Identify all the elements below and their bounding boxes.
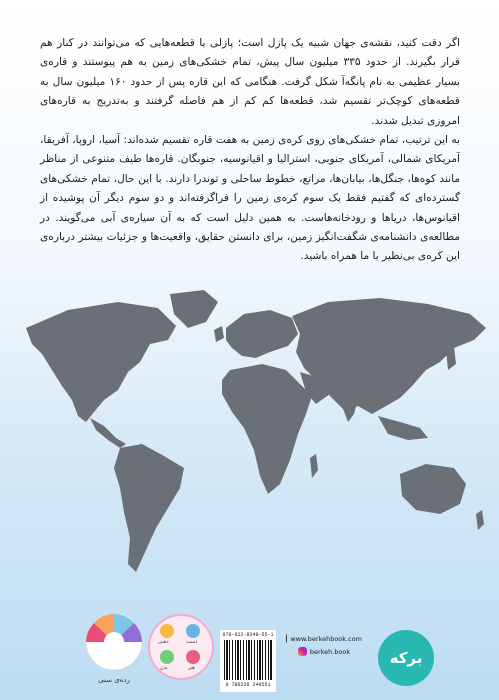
- isbn-number: 9 786228 249551: [225, 682, 271, 688]
- skill-label: بدن: [160, 665, 168, 671]
- europe-shape: [226, 310, 298, 358]
- hand-icon: [186, 624, 200, 638]
- southeast-asia-shape: [378, 416, 428, 440]
- greenland-shape: [170, 290, 218, 328]
- uk-shape: [214, 326, 224, 342]
- instagram-icon: [298, 647, 307, 656]
- skills-badge: [148, 614, 214, 680]
- age-label: رده‌ی سنی: [98, 676, 130, 684]
- social-links: [286, 634, 362, 660]
- website-text: www.berkehbook.com: [290, 634, 362, 643]
- publisher-logo-text: برکه: [389, 649, 423, 667]
- website-row: [286, 634, 362, 643]
- skill-label: ذهنی: [158, 639, 169, 645]
- instagram-row: [286, 647, 362, 656]
- barcode-bars: [224, 640, 272, 680]
- north-america-shape: [26, 302, 176, 422]
- publisher-logo: [378, 630, 434, 686]
- world-map: [8, 288, 491, 588]
- skill-label: دست: [186, 639, 198, 645]
- art-icon: [186, 650, 200, 664]
- australia-shape: [400, 464, 466, 514]
- paragraph-2: به این ترتیب، تمام خشکی‌های روی کره‌ی زمین به هفت قاره تقسیم شده‌اند: آسیا، اروپا، آفریقا، آمریکای شمالی، آمریکای جنوبی، استرالیا و اقیانوسیه، جنوبگان. قاره‌ها طیف متنوعی از مناظر مانند کوه‌ها، جنگل‌ها، بیابان‌ها، مراتع، خطوط ساحلی و توندرا دارند. با این حال، تمام خشکی‌های گسترده‌ای که گفتیم فقط یک سوم کره‌ی زمین را فراگرفته‌اند و دو سوم دیگر آن پوشیده از اقیانوس‌ها، دریاها و رودخانه‌هاست. به همین دلیل است که به آن سیاره‌ی آبی می‌گویند. در مطالعه‌ی دانشنامه‌ی شگفت‌انگیز زمین، برای دانستن حقایق، واقعیت‌ها و جزئیات بیشتر درباره‌ی این کره‌ی بی‌نظیر با ما همراه باشید.: [40, 134, 460, 263]
- japan-shape: [446, 346, 456, 370]
- africa-shape: [222, 364, 312, 494]
- new-zealand-shape: [476, 510, 484, 530]
- isbn-text: 978-622-8249-55-1: [222, 632, 274, 638]
- age-wheel: [84, 612, 144, 672]
- skill-label: هنر: [188, 665, 195, 671]
- south-america-shape: [114, 444, 184, 572]
- madagascar-shape: [310, 454, 318, 478]
- brain-icon: [160, 624, 174, 638]
- globe-icon: [286, 634, 287, 643]
- central-america-shape: [90, 418, 126, 448]
- barcode: [220, 630, 276, 692]
- body-icon: [160, 650, 174, 664]
- description-text: [40, 34, 460, 267]
- paragraph-1: اگر دقت کنید، نقشه‌ی جهان شبیه یک پازل است؛ پازلی با قطعه‌هایی که می‌توانند در کنار هم قرار بگیرند. از حدود ۳۳۵ میلیون سال پیش، تمام خشکی‌های زمین به هم پیوستند و قاره‌ی بسیار عظیمی به نام پانگه‌آ شکل گرفت. هنگامی که این قاره پس از حدود ۱۶۰ میلیون سال به قطعه‌های کوچک‌تر تقسیم شد، قطعه‌ها کم کم از هم فاصله گرفتند و به‌تدریج به قاره‌های امروزی تبدیل شدند.: [40, 37, 460, 127]
- instagram-text: berkeh.book: [309, 647, 351, 656]
